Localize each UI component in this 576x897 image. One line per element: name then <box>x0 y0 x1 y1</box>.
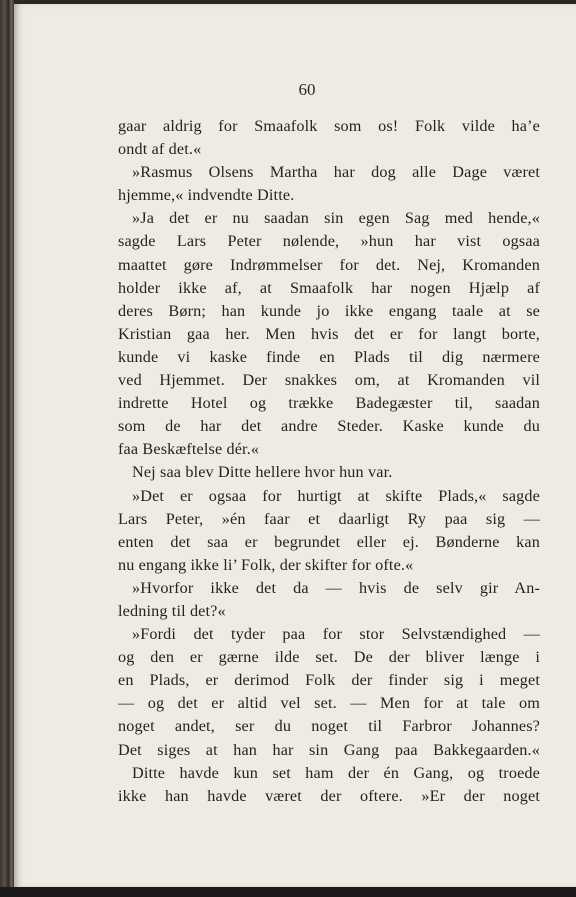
text-line: enten det saa er begrundet eller ej. Bønderne kan <box>118 532 540 551</box>
text-line: Kristian gaa her. Men hvis det er for langt borte, <box>118 324 540 343</box>
text-line: Lars Peter, »én faar et daarligt Ry paa sig — <box>118 509 540 528</box>
page-number: 60 <box>298 80 316 99</box>
text-line: maattet gøre Indrømmelser for det. Nej, Kromanden <box>118 255 540 274</box>
text-line: »Det er ogsaa for hurtigt at skifte Plads,« sagde <box>132 486 540 505</box>
text-line: sagde Lars Peter nølende, »hun har vist ogsaa <box>118 232 540 251</box>
text-line: indrette Hotel og trække Badegæster til, saadan <box>118 394 540 413</box>
text-line: som de har det andre Steder. Kaske kunde du <box>118 417 540 436</box>
text-line: Ditte havde kun set ham der én Gang, og troede <box>132 763 540 782</box>
text-line: ondt af det.« <box>118 140 202 159</box>
scan-bottom-edge <box>0 887 576 897</box>
text-line: »Rasmus Olsens Martha har dog alle Dage været <box>132 163 540 182</box>
text-line: nu engang ikke li’ Folk, der skifter for ofte.« <box>118 555 414 574</box>
text-line: ikke han havde været der oftere. »Er der noget <box>118 786 540 805</box>
text-line: »Ja det er nu saadan sin egen Sag med hende,« <box>132 209 540 228</box>
text-line: kunde vi kaske finde en Plads til dig nærmere <box>118 347 540 366</box>
book-binding-edge <box>0 0 14 897</box>
text-line: en Plads, er derimod Folk der finder sig i meget <box>118 671 540 690</box>
text-line: Det siges at han har sin Gang paa Bakkegaarden.« <box>118 740 540 759</box>
text-line: »Fordi det tyder paa for stor Selvstændighed — <box>132 625 540 644</box>
text-line: gaar aldrig for Smaafolk som os! Folk vilde ha’e <box>118 117 540 135</box>
text-line: ledning til det?« <box>118 601 226 620</box>
text-line: deres Børn; han kunde jo ikke engang taale at se <box>118 301 540 320</box>
text-line: — og det er altid vel set. — Men for at tale om <box>118 694 540 713</box>
text-line: holder ikke af, at Smaafolk har nogen Hjælp af <box>118 278 540 297</box>
body-text <box>118 115 540 808</box>
text-line: noget andet, ser du noget til Farbror Johannes? <box>118 717 540 736</box>
text-line: hjemme,« indvendte Ditte. <box>118 186 295 205</box>
text-line: faa Beskæftelse dér.« <box>118 440 260 459</box>
text-line: Nej saa blev Ditte hellere hvor hun var. <box>132 463 393 482</box>
text-line: og den er gærne ilde set. De der bliver længe i <box>118 648 540 667</box>
text-line: »Hvorfor ikke det da — hvis de selv gir An- <box>132 578 540 597</box>
text-line: ved Hjemmet. Der snakkes om, at Kromanden vil <box>118 371 540 390</box>
